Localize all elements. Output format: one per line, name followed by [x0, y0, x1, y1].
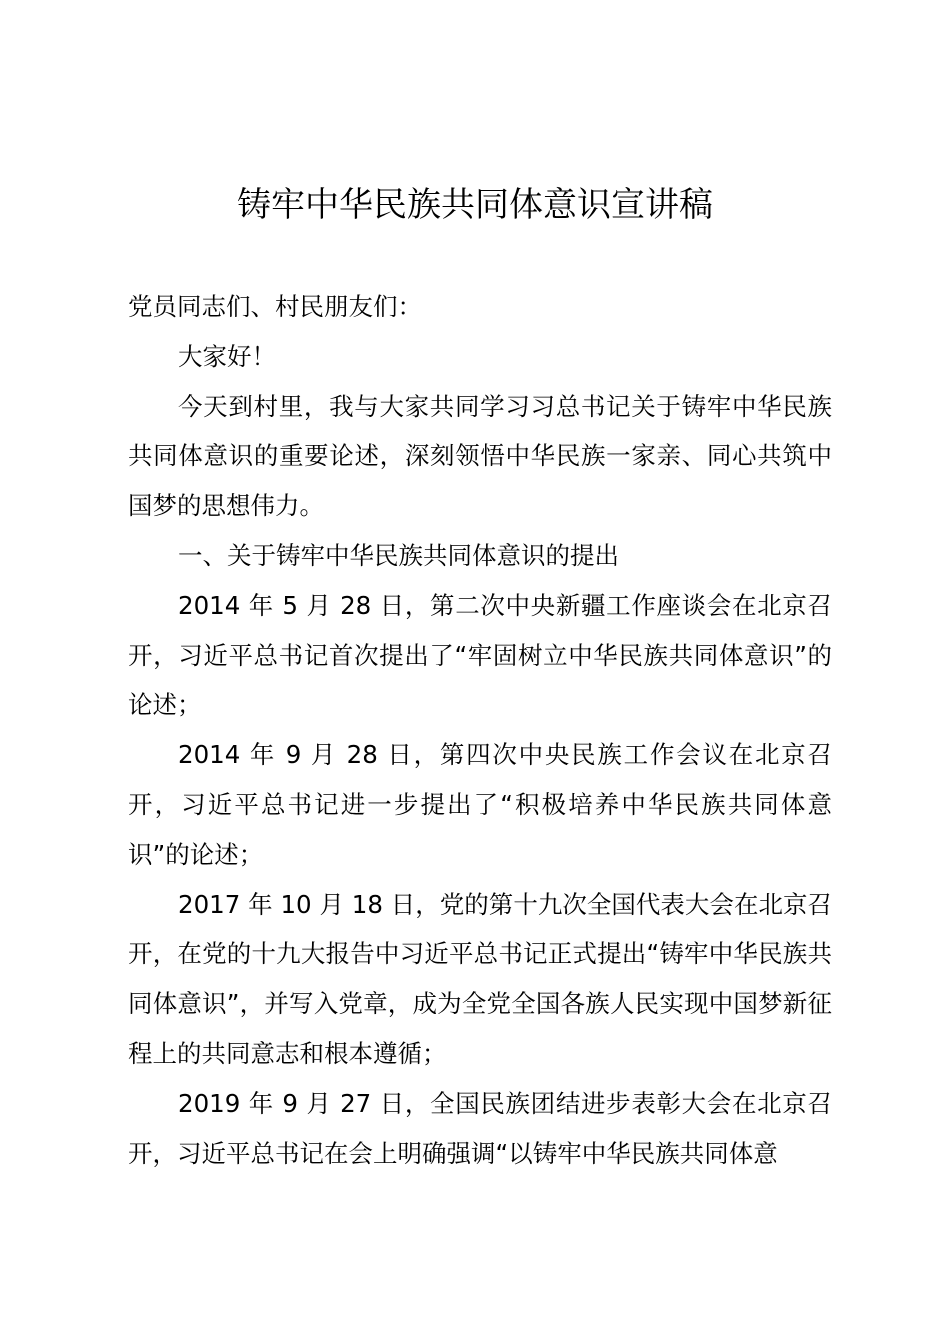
body-paragraph: 2014 年 5 月 28 日，第二次中央新疆工作座谈会在北京召开，习近平总书记首次提出了“牢固树立中华民族共同体意识”的论述； [128, 590, 832, 720]
greeting-line: 党员同志们、村民朋友们： [128, 292, 422, 321]
body-paragraph: 2014 年 9 月 28 日，第四次中央民族工作会议在北京召开，习近平总书记进一步提出了“积极培养中华民族共同体意识”的论述； [128, 740, 832, 869]
body-paragraph: 2019 年 9 月 27 日，全国民族团结进步表彰大会在北京召开，习近平总书记在会上明确强调“以铸牢中华民族共同体意 [128, 1088, 832, 1168]
document-body [128, 282, 832, 1178]
body-paragraph: 2017 年 10 月 18 日，党的第十九次全国代表大会在北京召开，在党的十九大报告中习近平总书记正式提出“铸牢中华民族共同体意识”，并写入党章，成为全党全国各族人民实现中国梦新征程上的共同意志和根本遵循； [128, 889, 832, 1068]
section-heading: 一、关于铸牢中华民族共同体意识的提出 [178, 540, 619, 570]
document-title: 铸牢中华民族共同体意识宣讲稿 [237, 185, 713, 225]
salutation-paragraph: 大家好！ [178, 341, 276, 371]
intro-paragraph: 今天到村里，我与大家共同学习习总书记关于铸牢中华民族共同体意识的重要论述，深刻领悟中华民族一家亲、同心共筑中国梦的思想伟力。 [128, 391, 832, 521]
